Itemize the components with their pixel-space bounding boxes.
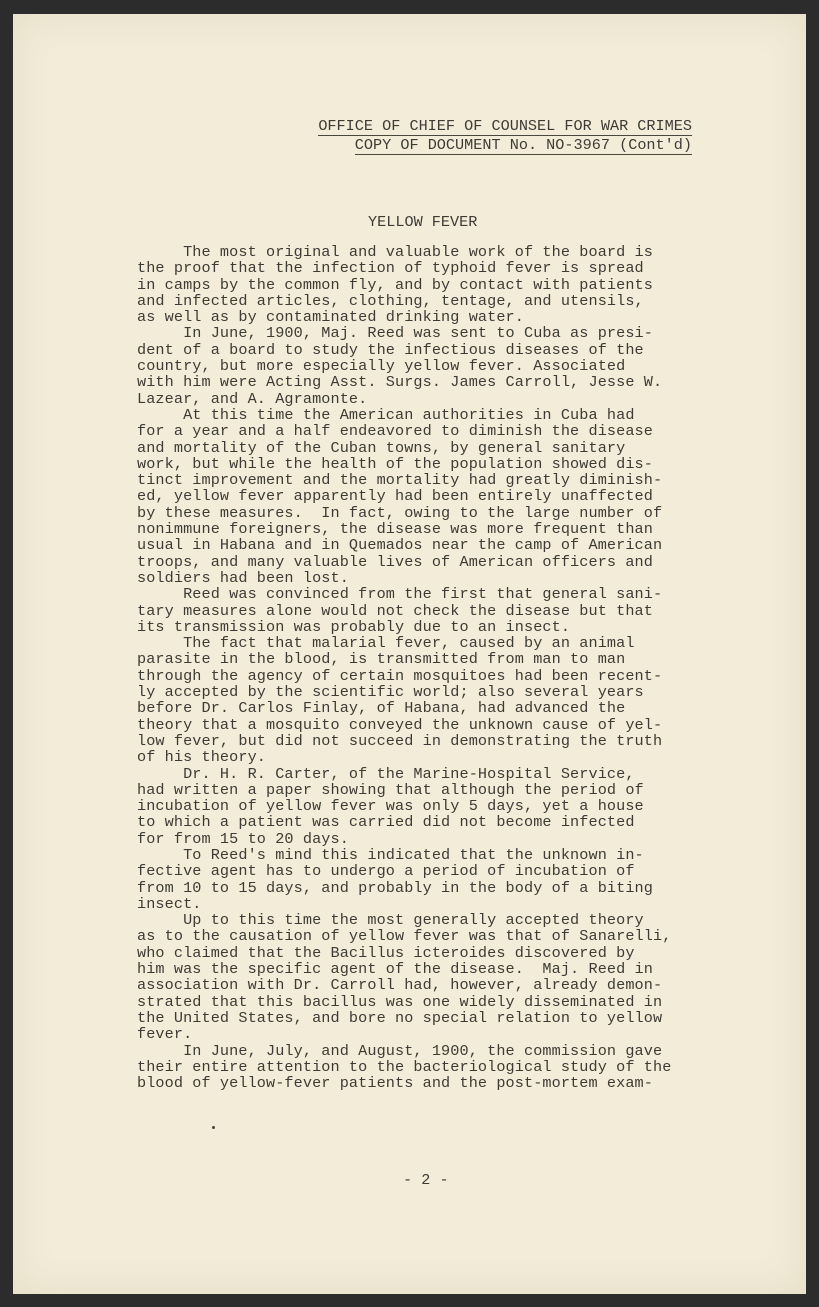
text-line: strated that this bacillus was one widely disseminated in bbox=[137, 992, 663, 1011]
text-line: as to the causation of yellow fever was that of Sanarelli, bbox=[137, 927, 672, 946]
text-line: tinct improvement and the mortality had greatly diminish- bbox=[137, 471, 663, 490]
document-title: YELLOW FEVER bbox=[368, 213, 478, 231]
text-line: from 10 to 15 days, and probably in the body of a biting bbox=[137, 878, 653, 897]
text-line: soldiers had been lost. bbox=[137, 568, 349, 587]
document-page bbox=[13, 14, 806, 1294]
text-line: ly accepted by the scientific world; also several years bbox=[137, 683, 644, 702]
text-line: to which a patient was carried did not become infected bbox=[137, 813, 635, 832]
text-line: their entire attention to the bacteriological study of the bbox=[137, 1057, 672, 1076]
text-line: country, but more especially yellow fever. Associated bbox=[137, 357, 626, 376]
text-line: At this time the American authorities in Cuba had bbox=[137, 405, 635, 424]
text-line: parasite in the blood, is transmitted from man to man bbox=[137, 650, 626, 669]
text-line: before Dr. Carlos Finlay, of Habana, had advanced the bbox=[137, 699, 626, 718]
text-line: The most original and valuable work of the board is bbox=[137, 243, 653, 261]
text-line: ed, yellow fever apparently had been entirely unaffected bbox=[137, 487, 653, 506]
text-line: In June, 1900, Maj. Reed was sent to Cuba as presi- bbox=[137, 324, 653, 343]
text-line: and mortality of the Cuban towns, by general sanitary bbox=[137, 438, 626, 457]
header-copy-line: COPY OF DOCUMENT No. NO-3967 (Cont'd) bbox=[354, 136, 692, 154]
text-line: dent of a board to study the infectious diseases of the bbox=[137, 340, 644, 359]
text-line: incubation of yellow fever was only 5 days, yet a house bbox=[137, 797, 644, 816]
text-line: by these measures. In fact, owing to the large number of bbox=[137, 503, 663, 522]
text-line: in camps by the common fly, and by contact with patients bbox=[137, 275, 653, 294]
document-header bbox=[318, 117, 692, 155]
text-line: and infected articles, clothing, tentage, and utensils, bbox=[137, 291, 644, 310]
text-line: the proof that the infection of typhoid fever is spread bbox=[137, 259, 644, 278]
text-line: with him were Acting Asst. Surgs. James Carroll, Jesse W. bbox=[137, 373, 663, 392]
text-line: insect. bbox=[137, 894, 202, 913]
text-line: low fever, but did not succeed in demonstrating the truth bbox=[137, 731, 663, 750]
text-line: for a year and a half endeavored to diminish the disease bbox=[137, 422, 653, 441]
text-line: blood of yellow-fever patients and the post-mortem exam- bbox=[137, 1074, 653, 1093]
text-line: Reed was convinced from the first that general sani- bbox=[137, 585, 663, 604]
text-line: through the agency of certain mosquitoes had been recent- bbox=[137, 666, 663, 685]
text-line: Lazear, and A. Agramonte. bbox=[137, 389, 368, 408]
text-line: troops, and many valuable lives of American officers and bbox=[137, 552, 653, 571]
header-office-line: OFFICE OF CHIEF OF COUNSEL FOR WAR CRIMES bbox=[318, 117, 692, 135]
text-line: Dr. H. R. Carter, of the Marine-Hospital Service, bbox=[137, 764, 635, 783]
text-line: theory that a mosquito conveyed the unknown cause of yel- bbox=[137, 715, 663, 734]
text-line: the United States, and bore no special relation to yellow bbox=[137, 1008, 663, 1027]
text-line: fever. bbox=[137, 1025, 193, 1044]
document-body bbox=[137, 244, 717, 1091]
text-line: of his theory. bbox=[137, 748, 266, 767]
text-line: usual in Habana and in Quemados near the camp of American bbox=[137, 536, 663, 555]
text-line: To Reed's mind this indicated that the unknown in- bbox=[137, 845, 644, 864]
text-line: for from 15 to 20 days. bbox=[137, 829, 349, 848]
text-line: In June, July, and August, 1900, the commission gave bbox=[137, 1041, 663, 1060]
text-line: who claimed that the Bacillus icteroides discovered by bbox=[137, 943, 635, 962]
text-line: him was the specific agent of the disease. Maj. Reed in bbox=[137, 960, 653, 979]
text-line: Up to this time the most generally accepted theory bbox=[137, 911, 644, 930]
text-line: its transmission was probably due to an insect. bbox=[137, 617, 571, 636]
text-line: association with Dr. Carroll had, however, already demon- bbox=[137, 976, 663, 995]
text-line: had written a paper showing that although the period of bbox=[137, 780, 644, 799]
page-number: - 2 - bbox=[403, 1171, 449, 1189]
text-line: nonimmune foreigners, the disease was more frequent than bbox=[137, 520, 653, 539]
text-line: as well as by contaminated drinking water. bbox=[137, 308, 524, 327]
text-line: The fact that malarial fever, caused by an animal bbox=[137, 634, 635, 653]
ink-speck bbox=[212, 1126, 215, 1129]
text-line: work, but while the health of the population showed dis- bbox=[137, 454, 653, 473]
text-line: fective agent has to undergo a period of incubation of bbox=[137, 862, 635, 881]
text-line: tary measures alone would not check the disease but that bbox=[137, 601, 653, 620]
